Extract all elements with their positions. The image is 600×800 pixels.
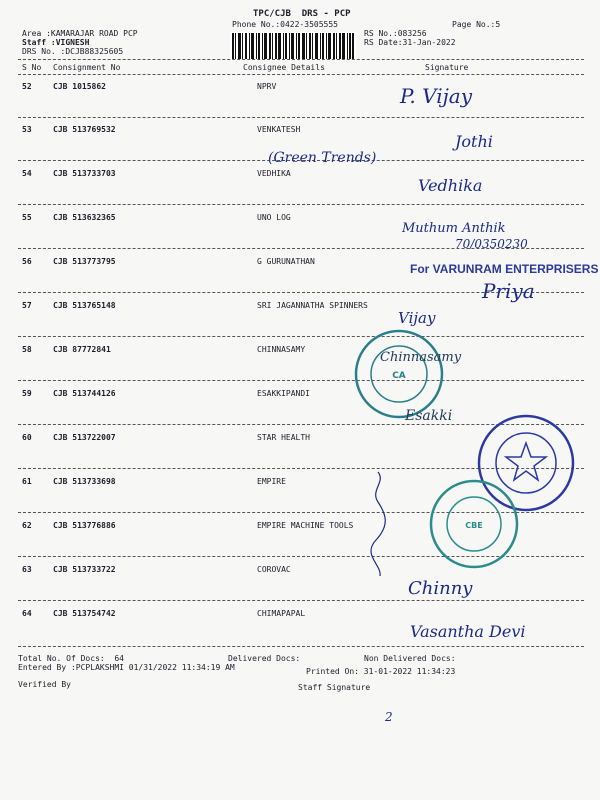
- row-consignee: CHINNASAMY: [257, 345, 306, 354]
- signature-56: Priya: [482, 279, 535, 303]
- row-sno: 61: [22, 477, 32, 486]
- phone-number: Phone No.:0422-3505555: [232, 20, 338, 29]
- row-consignment: CJB 513776886: [53, 521, 116, 530]
- row-consignee: STAR HEALTH: [257, 433, 310, 442]
- row-consignment: CJB 513632365: [53, 213, 116, 222]
- row-consignee: EMPIRE MACHINE TOOLS: [257, 521, 354, 530]
- signature-59: Esakki: [405, 408, 453, 424]
- row-consignment: CJB 513733698: [53, 477, 116, 486]
- table-row: [0, 169, 600, 209]
- row-consignment: CJB 513722007: [53, 433, 116, 442]
- signature-57: Vijay: [398, 309, 436, 327]
- svg-text:CBE: CBE: [465, 521, 483, 530]
- svg-text:CA: CA: [392, 371, 406, 381]
- table-row: [0, 345, 600, 385]
- row-consignee: COROVAC: [257, 565, 291, 574]
- row-consignment: CJB 513733703: [53, 169, 116, 178]
- row-divider: [18, 117, 584, 118]
- entered-by: Entered By :PCPLAKSHMI 01/31/2022 11:34:19 AM: [18, 663, 235, 672]
- row-divider: [18, 600, 584, 601]
- rs-number: RS No.:083256: [364, 29, 427, 38]
- signature-55-name: Muthum Anthik: [402, 221, 506, 236]
- signature-63: Chinny: [408, 578, 473, 599]
- barcode-icon: [230, 32, 356, 60]
- col-sno: S No: [22, 63, 42, 72]
- row-sno: 63: [22, 565, 32, 574]
- row-consignee: G GURUNATHAN: [257, 257, 315, 266]
- area-label: Area :KAMARAJAR ROAD PCP: [22, 29, 138, 38]
- row-sno: 52: [22, 82, 32, 91]
- row-consignee: VENKATESH: [257, 125, 301, 134]
- row-consignment: CJB 513769532: [53, 125, 116, 134]
- row-sno: 58: [22, 345, 32, 354]
- scribble-line: [360, 470, 400, 580]
- varunram-stamp: For VARUNRAM ENTERPRISERS: [410, 262, 599, 276]
- row-divider: [18, 380, 584, 381]
- row-sno: 64: [22, 609, 32, 618]
- row-sno: 57: [22, 301, 32, 310]
- col-consignment: Consignment No: [53, 63, 121, 72]
- signature-58: Chinnasamy: [380, 350, 462, 365]
- row-consignee: EMPIRE: [257, 477, 286, 486]
- signature-62: 2: [385, 710, 393, 724]
- signature-64: Vasantha Devi: [410, 622, 526, 641]
- col-signature: Signature: [425, 63, 469, 72]
- non-delivered-docs: Non Delivered Docs:: [364, 654, 456, 663]
- row-consignment: CJB 513765148: [53, 301, 116, 310]
- verified-by: Verified By: [18, 680, 71, 689]
- table-row: [0, 565, 600, 605]
- row-consignment: CJB 513773795: [53, 257, 116, 266]
- col-consignee: Consignee Details: [243, 63, 325, 72]
- row-consignment: CJB 513733722: [53, 565, 116, 574]
- signature-54: Vedhika: [418, 176, 483, 195]
- printed-on: Printed On: 31-01-2022 11:34:23: [306, 667, 456, 676]
- row-divider: [18, 646, 584, 647]
- row-consignment: CJB 87772841: [53, 345, 111, 354]
- rs-date: RS Date:31-Jan-2022: [364, 38, 456, 47]
- signature-53-company: (Green Trends): [268, 150, 377, 166]
- staff-label: Staff :VIGNESH: [22, 38, 90, 47]
- ca-seal-stamp: [353, 328, 445, 420]
- staff-signature: Staff Signature: [298, 683, 371, 692]
- row-consignee: CHIMAPAPAL: [257, 609, 306, 618]
- row-divider: [18, 204, 584, 205]
- page-number: Page No.:5: [452, 20, 501, 29]
- row-consignee: SRI JAGANNATHA SPINNERS: [257, 301, 368, 310]
- row-sno: 60: [22, 433, 32, 442]
- row-consignment: CJB 513744126: [53, 389, 116, 398]
- signature-53: Jothi: [455, 132, 493, 151]
- column-divider: [18, 74, 584, 75]
- row-sno: 62: [22, 521, 32, 530]
- row-divider: [18, 336, 584, 337]
- total-docs: Total No. Of Docs: 64: [18, 654, 124, 663]
- table-row: [0, 301, 600, 341]
- signature-52: P. Vijay: [400, 84, 473, 108]
- doc-title: TPC/CJB DRS - PCP: [253, 9, 351, 19]
- row-consignee: VEDHIKA: [257, 169, 291, 178]
- header-divider: [18, 59, 584, 60]
- row-sno: 56: [22, 257, 32, 266]
- drs-number: DRS No. :DCJB88325605: [22, 47, 124, 56]
- empire-seal-stamp: [428, 478, 520, 570]
- row-sno: 53: [22, 125, 32, 134]
- row-consignee: UNO LOG: [257, 213, 291, 222]
- row-consignee: NPRV: [257, 82, 277, 91]
- row-consignee: ESAKKIPANDI: [257, 389, 310, 398]
- row-sno: 54: [22, 169, 32, 178]
- row-consignment: CJB 1015862: [53, 82, 106, 91]
- table-row: [0, 82, 600, 122]
- delivered-docs: Delivered Docs:: [228, 654, 301, 663]
- signature-55-phone: 70/0350230: [455, 237, 528, 251]
- row-sno: 55: [22, 213, 32, 222]
- row-sno: 59: [22, 389, 32, 398]
- row-consignment: CJB 513754742: [53, 609, 116, 618]
